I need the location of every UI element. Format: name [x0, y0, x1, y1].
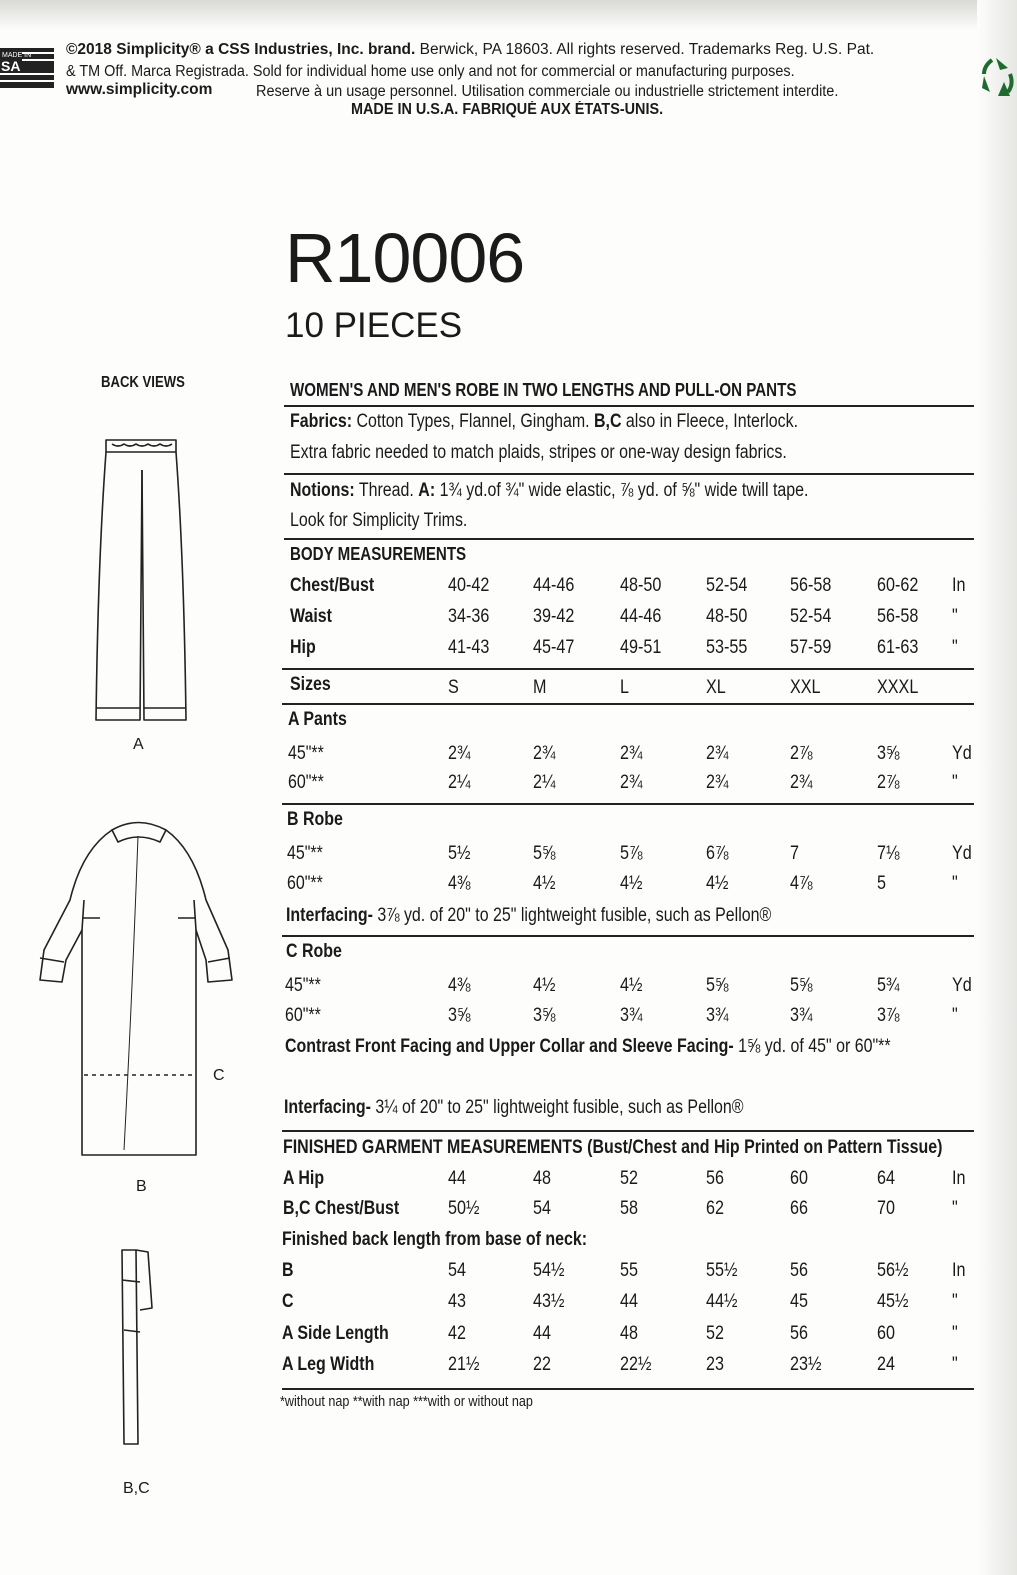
unit-cell: "	[952, 1291, 958, 1312]
table-cell: 4⅞	[790, 873, 813, 894]
table-cell: 2⅞	[877, 772, 900, 793]
finished-title-line	[283, 1137, 942, 1159]
view-label-bc: B,C	[123, 1480, 150, 1497]
table-cell: 23½	[790, 1354, 822, 1375]
table-cell: 48	[620, 1323, 638, 1344]
view-label-c: C	[213, 1067, 225, 1084]
row-label: Hip	[290, 637, 316, 658]
table-cell: 4½	[620, 975, 643, 996]
b-interfacing-label: Interfacing-	[286, 905, 373, 926]
table-cell: 2¼	[448, 772, 471, 793]
table-cell: 54	[448, 1260, 466, 1281]
table-cell: 4½	[533, 873, 556, 894]
b-interfacing-line	[286, 905, 771, 927]
notions-label: Notions:	[290, 480, 355, 501]
table-cell: 5⅝	[706, 975, 729, 996]
unit-cell: In	[952, 575, 966, 596]
table-cell: 3⅞	[877, 1005, 900, 1026]
table-cell: 44	[533, 1323, 551, 1344]
unit-cell: "	[952, 606, 958, 627]
row-label: B,C Chest/Bust	[283, 1198, 400, 1219]
website-link[interactable]: www.simplicity.com	[66, 81, 213, 98]
row-label: A Side Length	[282, 1323, 389, 1344]
table-cell: 55	[620, 1260, 638, 1281]
c-interfacing-label: Interfacing-	[284, 1097, 371, 1118]
rule-7	[282, 935, 974, 937]
table-cell: 7	[790, 843, 799, 864]
table-cell: 56½	[877, 1260, 909, 1281]
table-cell: 42	[448, 1323, 466, 1344]
table-cell: 56-58	[790, 575, 832, 596]
fabrics-line-1	[290, 411, 798, 433]
sizes-label: Sizes	[290, 674, 331, 695]
table-cell: 21½	[448, 1354, 480, 1375]
table-cell: 41-43	[448, 637, 490, 658]
table-cell: 2¾	[620, 743, 643, 764]
table-cell: 5⅞	[620, 843, 643, 864]
table-cell: 43	[448, 1291, 466, 1312]
table-cell: 2¾	[448, 743, 471, 764]
table-cell: 3¾	[706, 1005, 729, 1026]
fabrics-text: Cotton Types, Flannel, Gingham.	[356, 411, 590, 432]
row-label: 45"**	[285, 975, 321, 996]
footnote-n3: ***with or without nap	[413, 1393, 533, 1410]
table-cell: 39-42	[533, 606, 575, 627]
c-contrast-text: 1⅝ yd. of 45" or 60"**	[733, 1036, 891, 1057]
table-cell: 61-63	[877, 637, 919, 658]
pattern-number: R10006	[285, 219, 525, 297]
finished-subtitle: (Bust/Chest and Hip Printed on Pattern Tissue)	[582, 1137, 943, 1158]
unit-cell: Yd	[952, 843, 972, 864]
belt-sketch	[122, 1250, 152, 1444]
size-header: XXXL	[877, 677, 919, 698]
table-cell: 5⅝	[790, 975, 813, 996]
back-view-sketches	[0, 0, 260, 1575]
table-cell: 22	[533, 1354, 551, 1375]
table-cell: 60-62	[877, 575, 919, 596]
table-cell: 44½	[706, 1291, 738, 1312]
table-cell: 45	[790, 1291, 808, 1312]
table-cell: 56	[790, 1323, 808, 1344]
table-cell: 54	[533, 1198, 551, 1219]
table-cell: 52	[620, 1168, 638, 1189]
table-cell: 57-59	[790, 637, 832, 658]
table-cell: 45½	[877, 1291, 909, 1312]
robe-back-sketch	[40, 823, 232, 1156]
table-cell: 5⅝	[533, 843, 556, 864]
table-cell: 24	[877, 1354, 895, 1375]
row-label: C	[282, 1291, 294, 1312]
rule-6	[282, 803, 974, 805]
table-cell: 23	[706, 1354, 724, 1375]
footnote-n1: *without nap	[280, 1393, 353, 1410]
table-cell: 5¾	[877, 975, 900, 996]
unit-cell: "	[952, 637, 958, 658]
rule-1	[284, 405, 974, 407]
table-cell: 56	[790, 1260, 808, 1281]
unit-cell: "	[952, 1323, 958, 1344]
table-cell: 56	[706, 1168, 724, 1189]
table-cell: 60	[790, 1168, 808, 1189]
table-cell: 45-47	[533, 637, 575, 658]
table-cell: 48	[533, 1168, 551, 1189]
table-cell: 2¾	[533, 743, 556, 764]
table-cell: 2⅞	[790, 743, 813, 764]
unit-cell: In	[952, 1168, 966, 1189]
table-cell: 44	[448, 1168, 466, 1189]
b-robe-title: B Robe	[287, 809, 343, 830]
table-cell: 53-55	[706, 637, 748, 658]
table-cell: 50½	[448, 1198, 480, 1219]
table-cell: 4½	[620, 873, 643, 894]
size-header: XXL	[790, 677, 821, 698]
size-header: L	[620, 677, 629, 698]
notions-text-2: 1¾ yd.of ¾" wide elastic, ⅞ yd. of ⅝" wide twill tape.	[439, 480, 809, 501]
unit-cell: Yd	[952, 975, 972, 996]
c-robe-title: C Robe	[286, 941, 342, 962]
row-label: Waist	[290, 606, 332, 627]
table-cell: 7⅛	[877, 843, 900, 864]
size-header: S	[448, 677, 459, 698]
c-contrast-label: Contrast Front Facing and Upper Collar and Sleeve Facing-	[285, 1036, 734, 1057]
pants-back-sketch	[96, 440, 186, 720]
rule-5	[282, 703, 974, 705]
footnote-n2: **with nap	[352, 1393, 414, 1410]
right-shadow	[977, 0, 1017, 1575]
fabrics-line-2: Extra fabric needed to match plaids, stripes or one-way design fabrics.	[290, 442, 787, 463]
table-cell: 44-46	[533, 575, 575, 596]
made-in-usa-text: MADE IN U.S.A. FABRIQUÉ AUX ÉTATS-UNIS.	[351, 101, 664, 118]
unit-cell: "	[952, 1354, 958, 1375]
row-label: A Leg Width	[282, 1354, 375, 1375]
table-cell: 54½	[533, 1260, 565, 1281]
row-label: 60"**	[288, 772, 324, 793]
c-interfacing-text: 3¼ of 20" to 25" lightweight fusible, such as Pellon®	[370, 1097, 744, 1118]
fabrics-label: Fabrics:	[290, 411, 353, 432]
fabrics-text-2: also in Fleece, Interlock.	[625, 411, 799, 432]
table-cell: 56-58	[877, 606, 919, 627]
table-cell: 44	[620, 1291, 638, 1312]
header-copyright: ©2018 Simplicity® a CSS Industries, Inc. brand.	[66, 41, 416, 58]
table-cell: 64	[877, 1168, 895, 1189]
header-rights: Berwick, PA 18603. All rights reserved. Trademarks Reg. U.S. Pat.	[419, 41, 875, 58]
footnote	[280, 1393, 533, 1410]
table-cell: 4½	[706, 873, 729, 894]
back-length-title: Finished back length from base of neck:	[282, 1229, 588, 1250]
notions-line-1	[290, 480, 808, 502]
table-cell: 5	[877, 873, 886, 894]
back-views-title: BACK VIEWS	[101, 374, 185, 391]
table-cell: 34-36	[448, 606, 490, 627]
notions-line-2: Look for Simplicity Trims.	[290, 510, 468, 531]
table-cell: 62	[706, 1198, 724, 1219]
size-header: XL	[706, 677, 726, 698]
table-cell: 22½	[620, 1354, 652, 1375]
table-cell: 55½	[706, 1260, 738, 1281]
notions-view: A:	[418, 480, 436, 501]
table-cell: 3¾	[790, 1005, 813, 1026]
table-cell: 48-50	[620, 575, 662, 596]
row-label: B	[282, 1260, 294, 1281]
table-cell: 66	[790, 1198, 808, 1219]
unit-cell: Yd	[952, 743, 972, 764]
header-line-2: & TM Off. Marca Registrada. Sold for individual home use only and not for commercial or manufacturing purposes.	[66, 63, 795, 80]
table-cell: 3¾	[620, 1005, 643, 1026]
table-cell: 6⅞	[706, 843, 729, 864]
table-cell: 3⅝	[533, 1005, 556, 1026]
view-label-a: A	[133, 736, 144, 753]
pattern-pieces: 10 PIECES	[285, 306, 463, 345]
table-cell: 52	[706, 1323, 724, 1344]
garment-title: WOMEN'S AND MEN'S ROBE IN TWO LENGTHS AND PULL-ON PANTS	[290, 380, 797, 400]
unit-cell: "	[952, 772, 958, 793]
recycle-icon	[978, 52, 1014, 104]
view-label-b: B	[136, 1178, 147, 1195]
notions-text: Thread.	[358, 480, 414, 501]
row-label: Chest/Bust	[290, 575, 375, 596]
table-cell: 40-42	[448, 575, 490, 596]
rule-8	[282, 1130, 974, 1132]
body-measurements-title: BODY MEASUREMENTS	[290, 544, 467, 564]
row-label: 45"**	[288, 743, 324, 764]
row-label: 45"**	[287, 843, 323, 864]
table-cell: 5½	[448, 843, 471, 864]
table-cell: 3⅝	[877, 743, 900, 764]
row-label: 60"**	[287, 873, 323, 894]
row-label: 60"**	[285, 1005, 321, 1026]
unit-cell: "	[952, 873, 958, 894]
row-label: A Hip	[283, 1168, 325, 1189]
c-interfacing-line	[284, 1097, 744, 1119]
table-cell: 58	[620, 1198, 638, 1219]
unit-cell: In	[952, 1260, 966, 1281]
size-header: M	[533, 677, 547, 698]
table-cell: 2¾	[706, 743, 729, 764]
table-cell: 43½	[533, 1291, 565, 1312]
unit-cell: "	[952, 1005, 958, 1026]
flag-text-top: MADE IN	[2, 52, 32, 59]
table-cell: 52-54	[790, 606, 832, 627]
table-cell: 52-54	[706, 575, 748, 596]
table-cell: 48-50	[706, 606, 748, 627]
unit-cell: "	[952, 1198, 958, 1219]
c-contrast-line	[285, 1036, 891, 1058]
table-cell: 4½	[533, 975, 556, 996]
rule-9	[282, 1388, 974, 1390]
finished-title: FINISHED GARMENT MEASUREMENTS	[283, 1137, 583, 1158]
b-interfacing-text: 3⅞ yd. of 20" to 25" lightweight fusible, such as Pellon®	[372, 905, 772, 926]
table-cell: 60	[877, 1323, 895, 1344]
a-pants-title: A Pants	[288, 709, 347, 730]
rule-3	[284, 538, 974, 540]
table-cell: 49-51	[620, 637, 662, 658]
table-cell: 4⅜	[448, 873, 471, 894]
table-cell: 4⅜	[448, 975, 471, 996]
table-cell: 3⅝	[448, 1005, 471, 1026]
table-cell: 2¾	[620, 772, 643, 793]
table-cell: 2¾	[706, 772, 729, 793]
rule-2	[284, 473, 974, 475]
table-cell: 70	[877, 1198, 895, 1219]
table-cell: 2¾	[790, 772, 813, 793]
rule-4	[282, 668, 974, 670]
flag-text-usa: SA	[1, 58, 21, 74]
table-cell: 2¼	[533, 772, 556, 793]
fabrics-views: B,C	[594, 411, 622, 432]
header-line-3b: Reserve à un usage personnel. Utilisation commerciale ou industrielle strictement interdite.	[256, 83, 839, 100]
table-cell: 44-46	[620, 606, 662, 627]
